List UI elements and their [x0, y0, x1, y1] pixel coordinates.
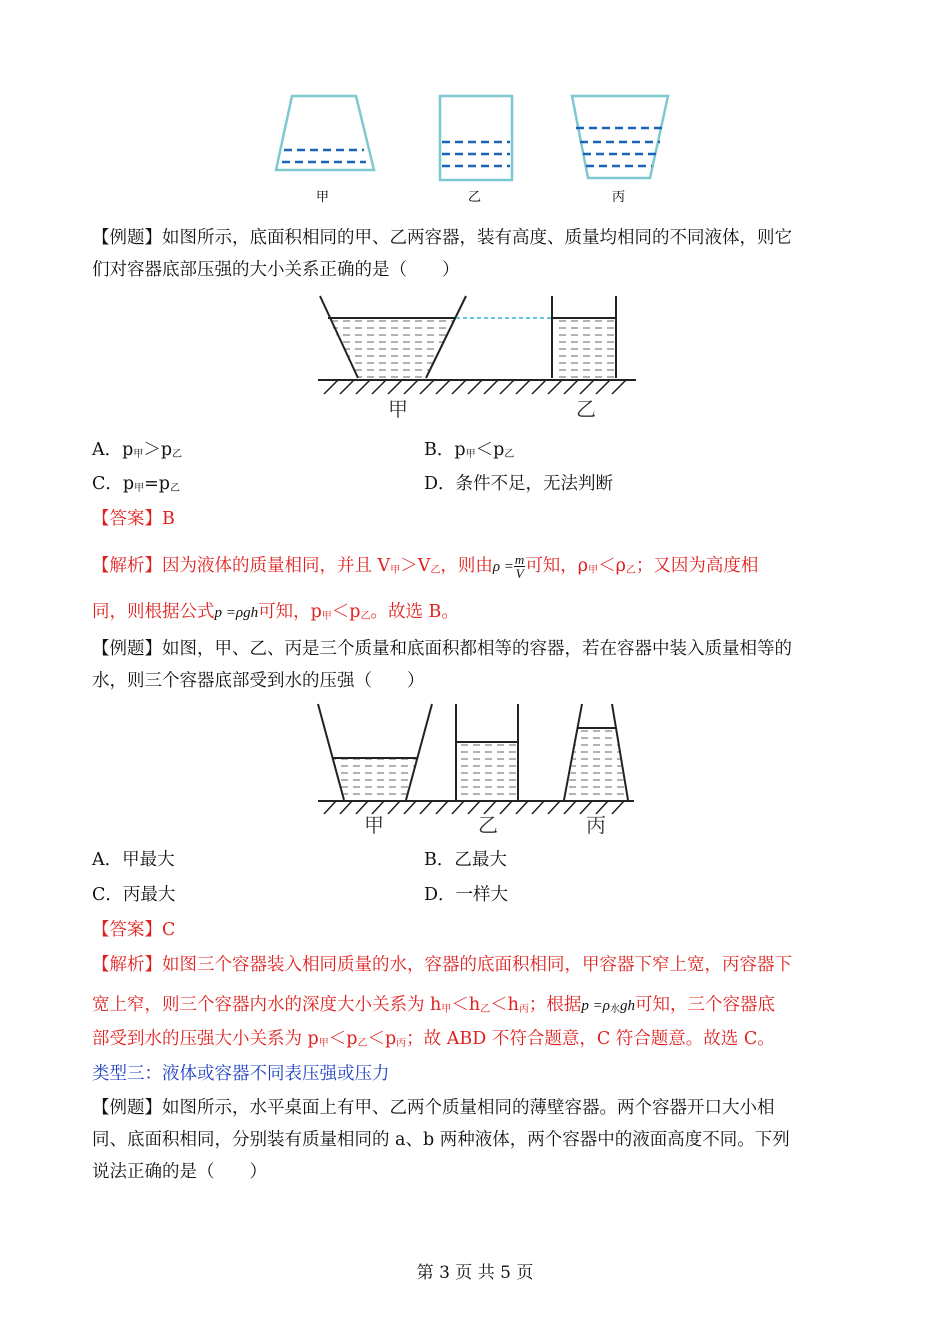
figure-q2-containers [316, 700, 636, 840]
fig2-label-yi: 乙 [576, 397, 596, 421]
q2-analysis-line2: 宽上窄，则三个容器内水的深度大小关系为 $h_甲<h_乙<h_丙$；根据$p =\rho_水gh$可知，三个容器底 [92, 995, 775, 1015]
fig1-label-yi: 乙 [468, 190, 482, 205]
q2-option-d[interactable]: D．一样大 [424, 885, 509, 905]
q2-answer: 【答案】C [92, 920, 176, 940]
figure-three-containers [270, 88, 680, 210]
figure-q1-containers [318, 290, 636, 426]
q2-option-b[interactable]: B．乙最大 [424, 850, 507, 870]
q2-stem-line1: 【例题】如图，甲、乙、丙是三个质量和底面积都相等的容器，若在容器中装入质量相等的 [92, 639, 792, 659]
q1-option-a[interactable]: A．$p_甲>p_乙$ [92, 440, 183, 460]
q2-analysis-line3: 部受到水的压强大小关系为 $p_甲<p_乙<p_丙$；故 ABD 不符合题意，C 符合题意。故选 C。 [92, 1029, 775, 1049]
q3-stem-line2: 同、底面积相同，分别装有质量相同的 a、b 两种液体，两个容器中的液面高度不同。下列 [92, 1130, 790, 1150]
q2-stem-line2: 水，则三个容器底部受到水的压强（ ） [92, 671, 425, 691]
q1-stem-line1: 【例题】如图所示，底面积相同的甲、乙两容器，装有高度、质量均相同的不同液体，则它 [92, 228, 792, 248]
page-footer: 第 3 页 共 5 页 [416, 1263, 534, 1283]
q2-option-a[interactable]: A．甲最大 [92, 850, 175, 870]
fig1-label-jia: 甲 [316, 190, 330, 205]
q1-option-c[interactable]: C．$p_甲=p_乙$ [92, 474, 180, 494]
q1-option-d[interactable]: D．条件不足，无法判断 [424, 474, 614, 494]
q1-option-b[interactable]: B．$p_甲<p_乙$ [424, 440, 515, 460]
q3-stem-line3: 说法正确的是（ ） [92, 1162, 267, 1182]
section-heading: 类型三：液体或容器不同表压强或压力 [92, 1064, 390, 1084]
fig3-label-jia: 甲 [364, 813, 384, 837]
q1-stem-line2: 们对容器底部压强的大小关系正确的是（ ） [92, 260, 460, 280]
fig1-label-bing: 丙 [612, 190, 626, 205]
fig2-label-jia: 甲 [388, 397, 408, 421]
q1-answer: 【答案】B [92, 509, 175, 529]
fig3-label-bing: 丙 [586, 813, 606, 837]
q2-option-c[interactable]: C．丙最大 [92, 885, 176, 905]
q1-analysis-line1: 【解析】因为液体的质量相同，并且 $V_甲>V_乙$，则由ρ = $\frac{m}{V}$ 可知，$\rho_甲<\rho_乙$；又因为高度相 [92, 552, 759, 581]
q2-analysis-line1: 【解析】如图三个容器装入相同质量的水，容器的底面积相同，甲容器下窄上宽，丙容器下 [92, 955, 792, 975]
q3-stem-line1: 【例题】如图所示，水平桌面上有甲、乙两个质量相同的薄壁容器。两个容器开口大小相 [92, 1098, 775, 1118]
fig3-label-yi: 乙 [478, 813, 498, 837]
density-fraction: $\frac{m}{V}$ [514, 552, 525, 581]
q1-analysis-line2: 同，则根据公式p =ρgh可知，$p_甲<p_乙$。故选 B。 [92, 602, 459, 622]
